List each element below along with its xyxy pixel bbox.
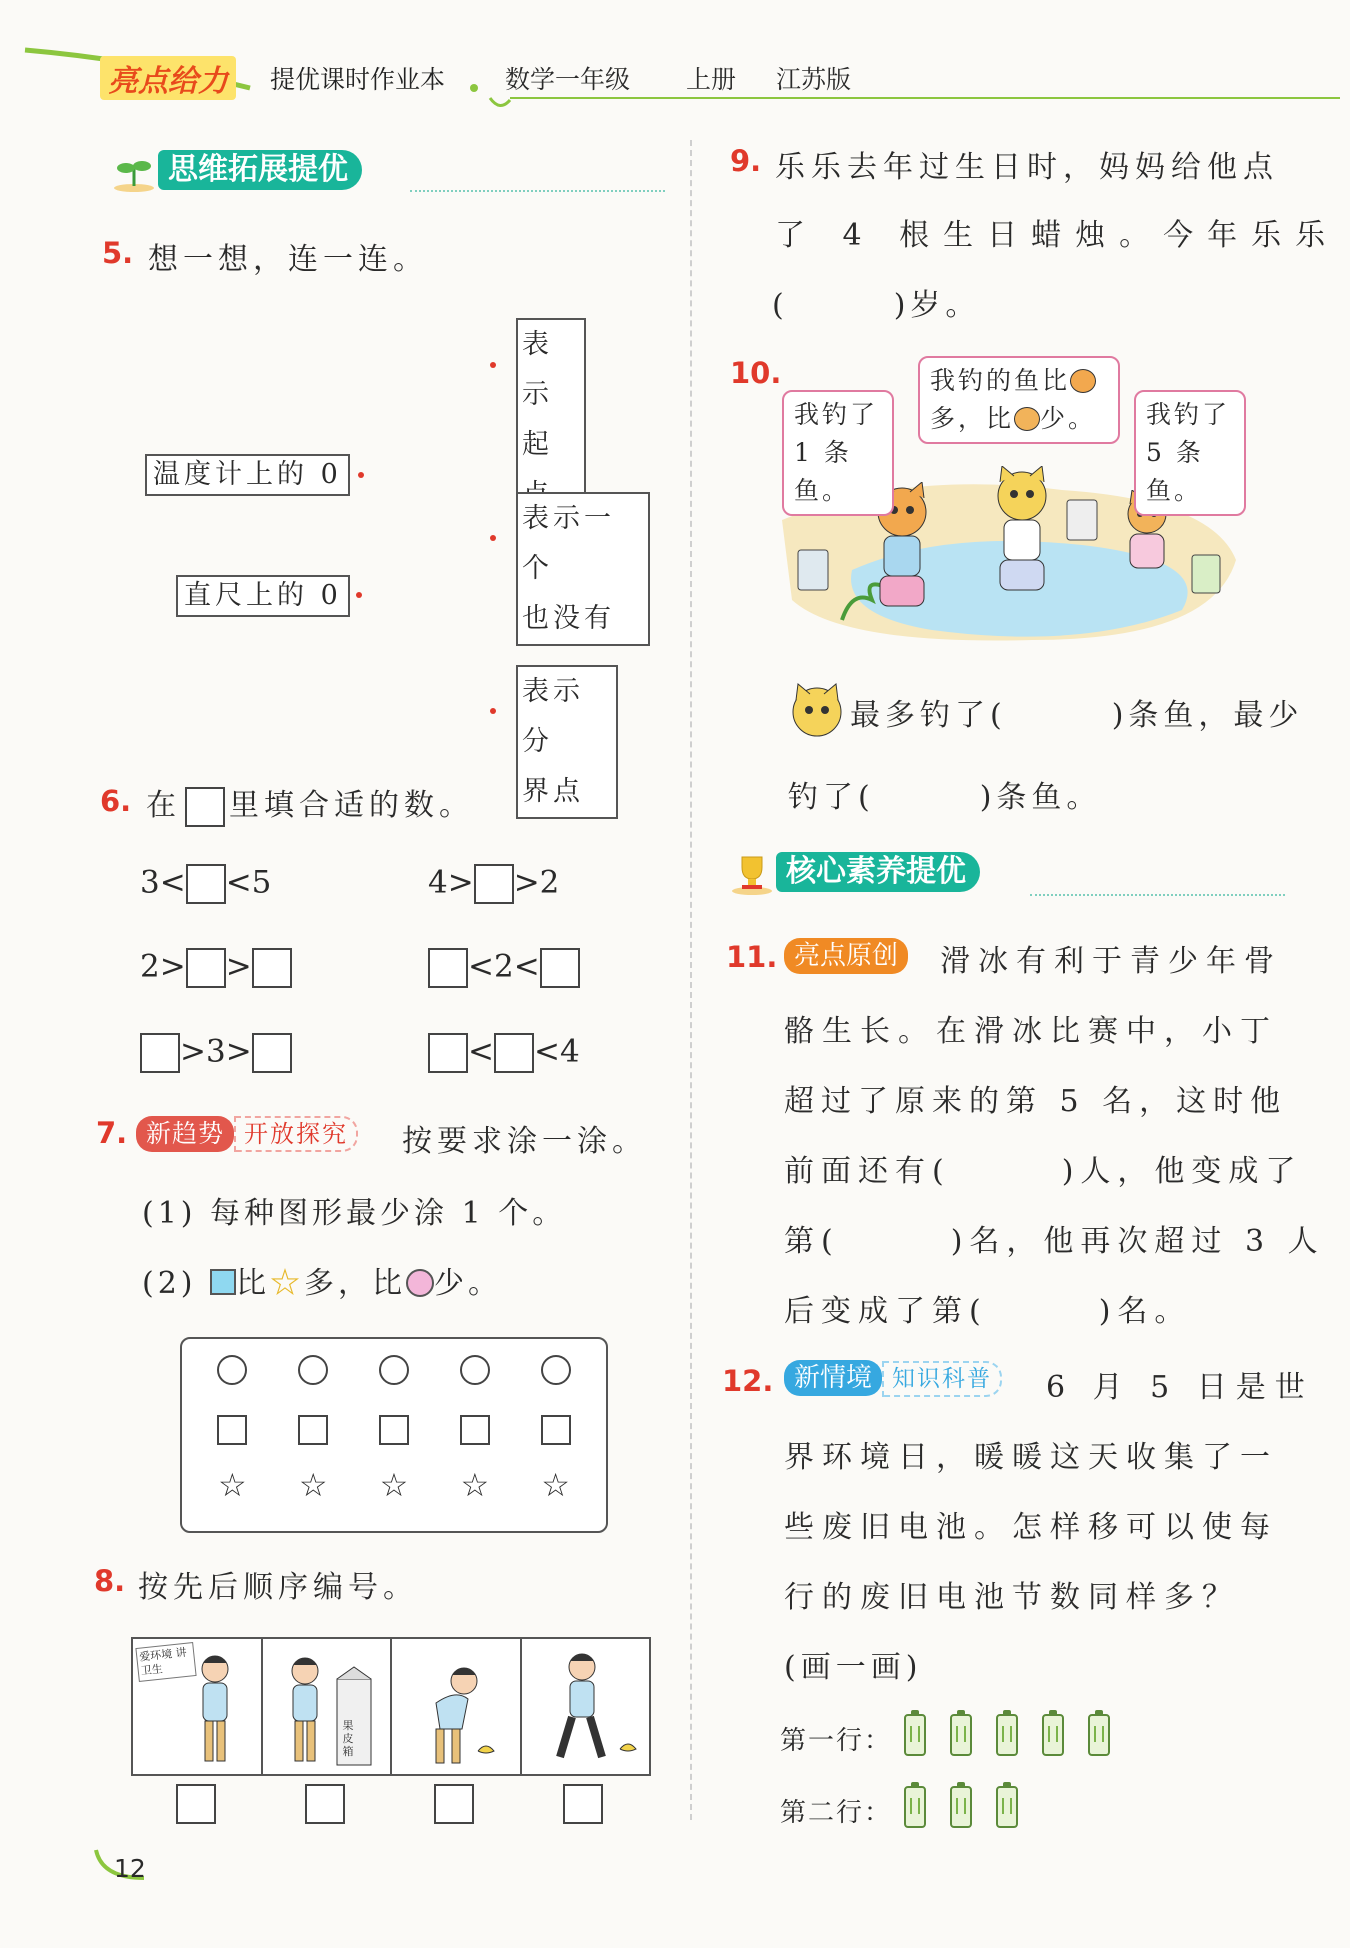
header-edition: 江苏版 [776,65,852,94]
answer-box[interactable] [540,948,580,988]
q7-number: 7. [96,1116,128,1150]
star-icon: ☆ [270,1266,305,1301]
circle-shape[interactable] [541,1355,571,1385]
q5-right-dot-1[interactable] [490,362,496,368]
q10-illustration [782,350,1236,650]
circle-shape[interactable] [217,1355,247,1385]
child-at-bin-icon [275,1649,385,1769]
q5-right-item-2: 表示一个 也没有 [516,492,650,646]
section-divider-right [1030,894,1285,896]
battery-icon[interactable] [996,1714,1018,1756]
q12-line-4: 行的废旧电池节数同样多？ [784,1580,1240,1615]
header-subject: 数学一年级 [505,65,631,94]
answer-box[interactable] [428,948,468,988]
q7-part-1: (1) 每种图形最少涂 1 个。 [142,1196,567,1231]
cat-face-icon [1070,369,1096,393]
q8-picture-strip [131,1637,651,1776]
q12-line-5: (画一画) [784,1650,923,1685]
q8-panel-4 [522,1639,650,1774]
star-shape[interactable]: ☆ [460,1466,490,1504]
speech-bubble-right: 我钓了 5 条鱼。 [1134,390,1246,516]
header-logo: 亮点给力 [100,56,236,100]
q7-text: 按要求涂一涂。 [402,1124,647,1159]
circle-icon [406,1269,434,1297]
battery-icon[interactable] [904,1714,926,1756]
q6-item-3: 2> > [140,948,292,988]
battery-row-1-label: 第一行： [780,1726,893,1756]
answer-box-sample [185,787,225,827]
q6-item-2: 4> >2 [428,864,559,904]
answer-box[interactable] [186,864,226,904]
tag-new-trend: 新趋势 [136,1116,234,1152]
q11-line-3: 超过了原来的第 5 名，这时他 [784,1084,1288,1119]
battery-icon[interactable] [1088,1714,1110,1756]
tag-open-explore: 开放探究 [234,1116,358,1152]
q8-panel-1 [133,1639,263,1774]
q11-line-2: 骼生长。在滑冰比赛中，小丁 [784,1014,1278,1049]
q5-right-item-3: 表示分 界点 [516,665,618,819]
battery-row-2-label: 第二行： [780,1798,893,1828]
section-header-left [110,146,362,194]
order-answer-box[interactable] [434,1784,474,1824]
q5-right-item-1: 表示 起 [516,318,586,522]
circle-shape[interactable] [460,1355,490,1385]
star-row [182,1467,606,1503]
q6-item-5: >3> [140,1033,292,1073]
speech-bubble-middle: 我钓的鱼比 多，比 少。 [918,356,1120,444]
battery-icon[interactable] [904,1786,926,1828]
q11-tag: 亮点原创 [784,938,908,974]
page-number: 12 [114,1854,146,1883]
square-shape[interactable] [460,1415,490,1445]
q5-right-dot-2[interactable] [490,535,496,541]
answer-box[interactable] [494,1033,534,1073]
section-header-right [728,848,980,896]
q6-item-1: 3< <5 [140,864,271,904]
header-dot [470,84,478,92]
q5-right-dot-3[interactable] [490,708,496,714]
circle-shape[interactable] [298,1355,328,1385]
section-title-left: 思维拓展提优 [158,150,362,190]
square-shape[interactable] [541,1415,571,1445]
battery-icon[interactable] [950,1714,972,1756]
q5-left-item-1: 温度计上的 0 [145,454,350,496]
header-book-title: 提优课时作业本 [270,65,446,94]
q8-text: 按先后顺序编号。 [138,1570,418,1605]
trophy-icon [728,849,776,895]
sprout-icon [110,148,158,192]
q5-left-dot-1[interactable] [358,472,364,478]
q9-line-3: ( )岁。 [772,288,981,323]
q11-line-5: 第( )名，他再次超过 3 人 [784,1224,1325,1259]
q9-line-1: 乐乐去年过生日时，妈妈给他点 [775,150,1279,185]
column-divider [690,140,692,1820]
q11-number: 11. [726,940,778,974]
q6-item-6: < <4 [428,1033,580,1073]
q11-line-4: 前面还有( )人，他变成了 [784,1154,1303,1189]
child-throwing-peel-icon [542,1645,642,1770]
q9-line-2: 了 4 根生日蜡烛。今年乐乐 [775,218,1340,253]
star-shape[interactable]: ☆ [379,1466,409,1504]
order-answer-box[interactable] [563,1784,603,1824]
q12-tags [784,1360,1002,1397]
q6-instruction: 在 里填合适的数。 [146,780,474,827]
q12-line-1: 6 月 5 日是世 [1046,1370,1314,1405]
cat-face-icon [1014,407,1040,431]
q12-line-3: 些废旧电池。怎样移可以使每 [784,1510,1278,1545]
q5-left-item-2: 直尺上的 0 [176,575,350,617]
q8-number: 8. [94,1564,126,1598]
q11-line-1: 滑冰有利于青少年骨 [940,944,1282,979]
child-eating-icon [183,1649,243,1769]
page-header [0,40,1350,110]
circle-row [182,1355,606,1385]
star-shape[interactable]: ☆ [218,1466,247,1504]
order-answer-box[interactable] [305,1784,345,1824]
q6-item-4: <2< [428,948,580,988]
q10-line-2: 钓了( )条鱼。 [788,780,1102,815]
q12-number: 12. [722,1364,774,1398]
q7-shape-panel [180,1337,608,1533]
q11-line-6: 后变成了第( )名。 [784,1294,1192,1329]
q5-text: 想一想，连一连。 [148,242,428,277]
tag-new-scenario: 新情境 [784,1360,882,1396]
header-volume: 上册 [686,65,737,94]
section-divider-left [410,190,665,192]
q10-number: 10. [730,356,782,390]
answer-box[interactable] [474,864,514,904]
q8-answer-boxes [131,1784,647,1824]
q5-number: 5. [102,236,134,270]
q8-panel-3 [392,1639,522,1774]
square-shape[interactable] [298,1415,328,1445]
battery-icon[interactable] [1042,1714,1064,1756]
q5-left-dot-2[interactable] [356,592,362,598]
tag-science: 知识科普 [882,1361,1002,1397]
square-shape[interactable] [379,1415,409,1445]
order-answer-box[interactable] [176,1784,216,1824]
eco-sign: 爱环境 讲卫生 [135,1642,196,1682]
section-title-right: 核心素养提优 [776,852,980,892]
battery-icon[interactable] [950,1786,972,1828]
speech-bubble-left: 我钓了 1 条鱼。 [782,390,894,516]
cat-middle-icon [982,466,1062,606]
battery-row-2 [904,1786,1018,1828]
square-shape[interactable] [217,1415,247,1445]
answer-box[interactable] [140,1033,180,1073]
bin-label: 果皮箱 [342,1719,354,1758]
battery-row-1 [904,1714,1110,1756]
q7-tags [136,1116,358,1152]
cat-face-icon [784,680,850,738]
q12-line-2: 界环境日，暖暖这天收集了一 [784,1440,1278,1475]
answer-box[interactable] [186,948,226,988]
q10-line-1: 最多钓了( )条鱼，最少 [850,698,1304,733]
answer-box[interactable] [252,948,292,988]
q8-panel-2 [263,1639,393,1774]
star-shape[interactable]: ☆ [541,1466,570,1504]
battery-icon[interactable] [996,1786,1018,1828]
star-shape[interactable]: ☆ [298,1466,328,1504]
square-row [182,1415,606,1445]
square-icon [210,1269,236,1295]
child-picking-peel-icon [406,1659,506,1769]
q9-number: 9. [730,144,762,178]
q6-number: 6. [100,784,132,818]
q7-part-2: (2) 比☆多，比 少。 [142,1266,503,1301]
answer-box[interactable] [252,1033,292,1073]
answer-box[interactable] [428,1033,468,1073]
circle-shape[interactable] [379,1355,409,1385]
